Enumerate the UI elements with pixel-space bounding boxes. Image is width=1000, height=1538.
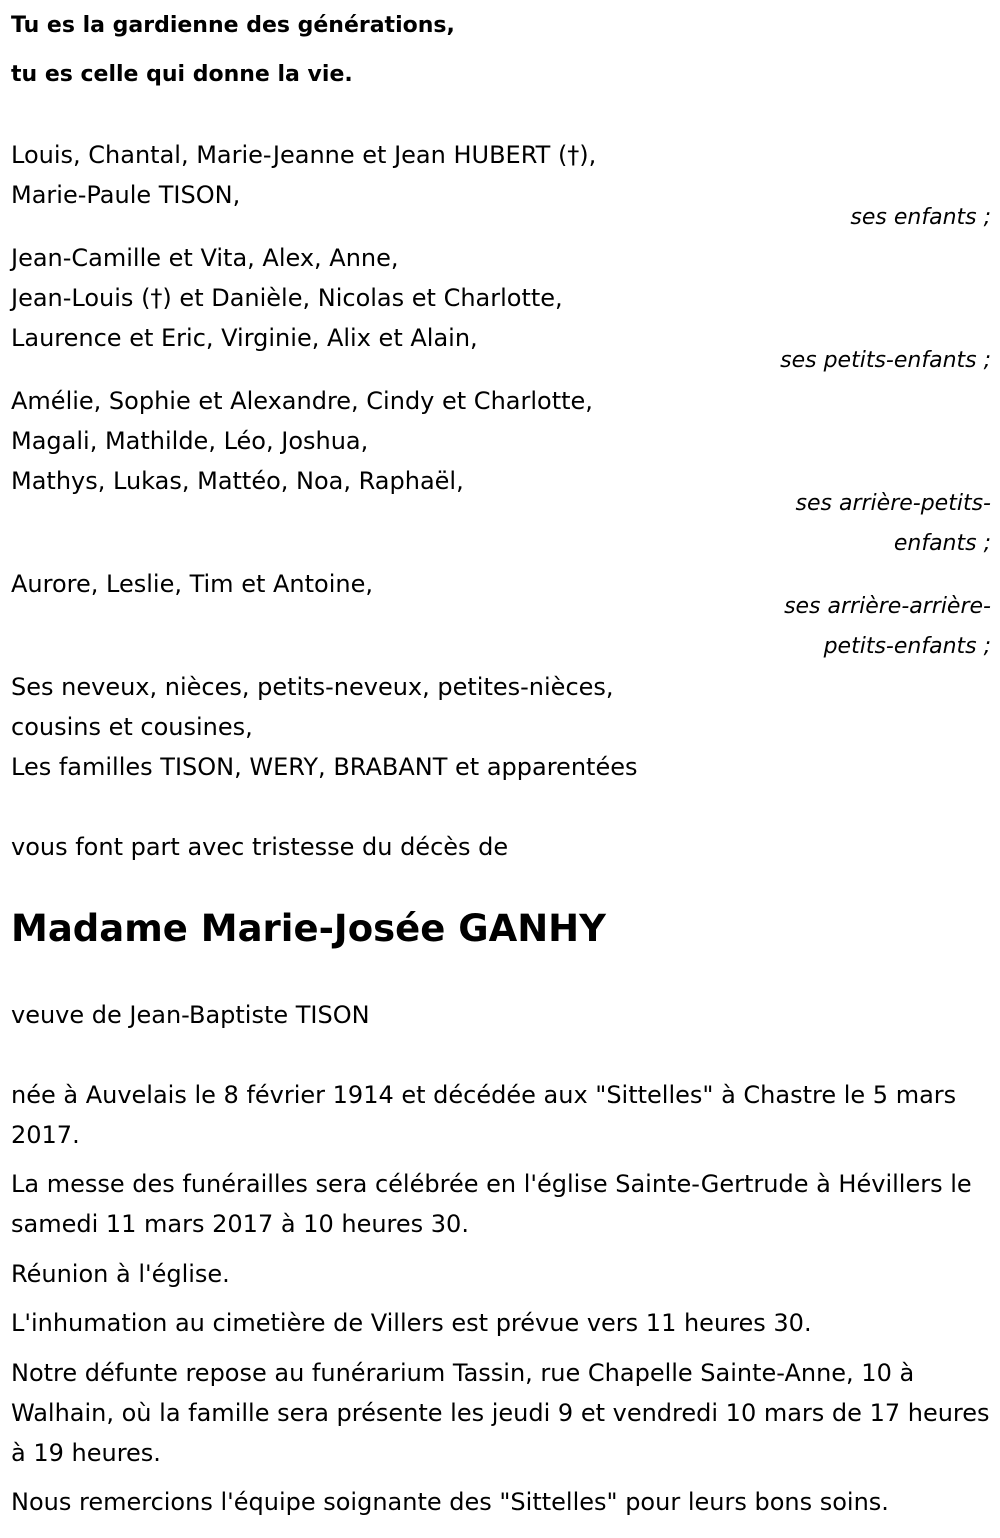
thanks-paragraph: Nous remercions l'équipe soignante des "Sittelles" pour leurs bons soins. [11, 1488, 889, 1516]
grandchildren-name-line: Jean-Camille et Vita, Alex, Anne, [11, 244, 399, 272]
burial-paragraph: L'inhumation au cimetière de Villers est prévue vers 11 heures 30. [11, 1309, 812, 1337]
relation-line: ses enfants ; [850, 205, 991, 230]
birth-death-paragraph: née à Auvelais le 8 février 1914 et décédée aux "Sittelles" à Chastre le 5 mars 2017. [11, 1081, 957, 1149]
widow-of-text: veuve de Jean-Baptiste TISON [11, 1001, 370, 1029]
great-grandchildren-name-line: Magali, Mathilde, Léo, Joshua, [11, 427, 369, 455]
great-grandchildren-name-line: Amélie, Sophie et Alexandre, Cindy et Charlotte, [11, 387, 593, 415]
relation-great-grandchildren [796, 484, 991, 564]
relation-line: ses arrière-petits- [795, 491, 991, 516]
grandchildren-name-line: Laurence et Eric, Virginie, Alix et Alain, [11, 324, 478, 352]
relation-children [850, 198, 991, 238]
relation-line: petits-enfants ; [823, 634, 991, 659]
great-grandchildren-names [11, 381, 593, 501]
reunion-paragraph: Réunion à l'église. [11, 1260, 230, 1288]
grandchildren-names [11, 238, 563, 358]
relation-great-great-grandchildren [784, 587, 991, 667]
great-great-grandchildren-name-line: Aurore, Leslie, Tim et Antoine, [11, 570, 373, 598]
children-name-line: Louis, Chantal, Marie-Jeanne et Jean HUBERT (†), [11, 141, 597, 169]
extended-family-line: Ses neveux, nièces, petits-neveux, petites-nièces, [11, 673, 614, 701]
children-names [11, 135, 596, 215]
relation-line: enfants ; [893, 531, 991, 556]
funeral-paragraph: La messe des funérailles sera célébrée en l'église Sainte-Gertrude à Hévillers le samedi 11 mars 2017 à 10 heures 30. [11, 1170, 972, 1238]
relation-line: ses arrière-arrière- [784, 594, 991, 619]
extended-family-names [11, 667, 637, 787]
verse-line-1: Tu es la gardienne des générations, [11, 13, 455, 38]
great-great-grandchildren-names [11, 564, 373, 604]
resting-paragraph: Notre défunte repose au funérarium Tassin, rue Chapelle Sainte-Anne, 10 à Walhain, où la famille sera présente les jeudi 9 et vendredi 10 mars de 17 heures à 19 heures. [11, 1359, 990, 1467]
children-name-line: Marie-Paule TISON, [11, 181, 241, 209]
great-grandchildren-name-line: Mathys, Lukas, Mattéo, Noa, Raphaël, [11, 467, 464, 495]
verse-line-2: tu es celle qui donne la vie. [11, 62, 353, 87]
relation-line: ses petits-enfants ; [780, 348, 991, 373]
extended-family-line: cousins et cousines, [11, 713, 253, 741]
announcement-text: vous font part avec tristesse du décès de [11, 833, 509, 861]
extended-family-line: Les familles TISON, WERY, BRABANT et apparentées [11, 753, 638, 781]
relation-grandchildren [780, 341, 991, 381]
grandchildren-name-line: Jean-Louis (†) et Danièle, Nicolas et Charlotte, [11, 284, 563, 312]
deceased-name: Madame Marie-Josée GANHY [11, 907, 606, 950]
